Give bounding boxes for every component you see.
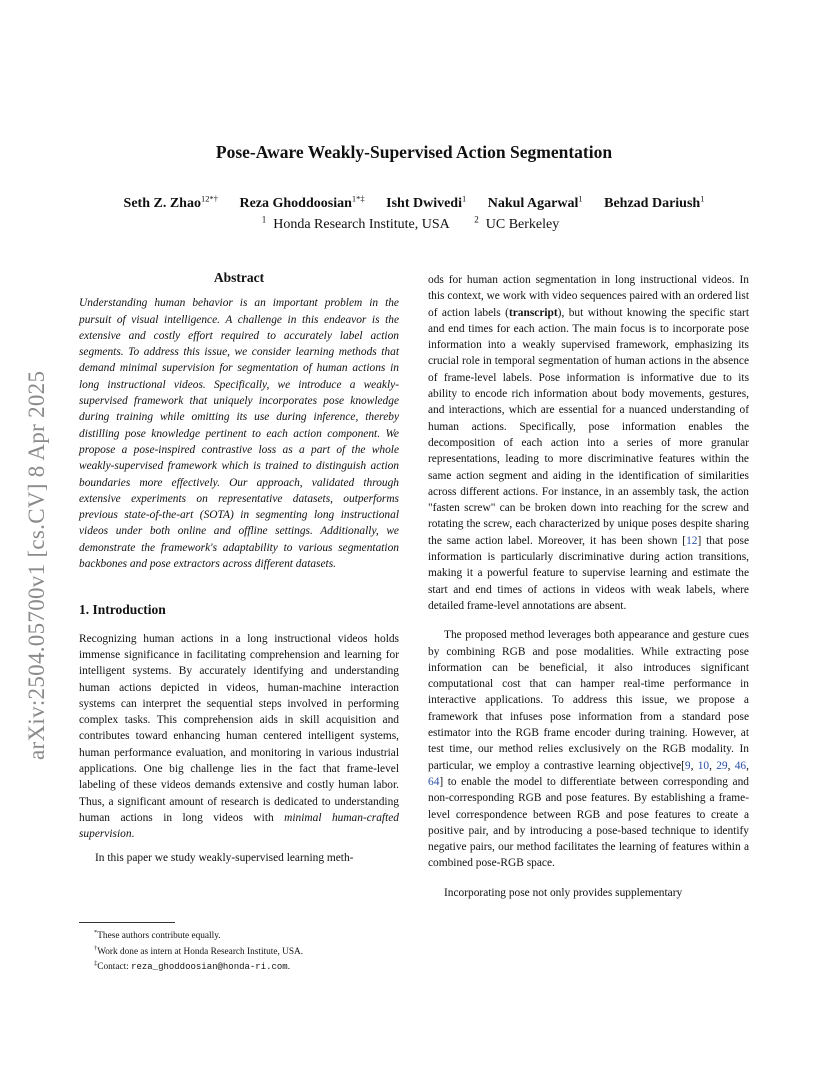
intro-paragraph-4: Incorporating pose not only provides supplementary — [444, 886, 683, 899]
intro-paragraph-3: The proposed method leverages both appearance and gesture cues by combining RGB and pose modalities. While extracting pose information can be beneficial, it also introduces significant computational cost that can hamper real-time performance in interactive applications. To address this issue, we propose a framework that infuses pose information from a standard pose estimator into the RGB frame encoder during training. However, at test time, our method relies exclusively on the RGB modality. In particular, we employ a contrastive learning objective[9, 10, 29, 46, 64] to enable the model to differentiate between corresponding and non-corresponding RGB and pose features. By establishing a frame-level correspondence between RGB and pose features to create a positive pair, and by introducing a pose-based technique to identify negative pairs, our method facilitates the learning of features within a combined pose-RGB space. — [428, 629, 749, 870]
affiliation: $^1$ Honda Research Institute, USA — [261, 214, 450, 232]
affiliations — [0, 214, 828, 233]
author: Reza Ghoddoosian$^{1*\ddagger}$ — [239, 193, 365, 211]
citation-link[interactable]: 9 — [684, 759, 691, 772]
abstract-text: Understanding human behavior is an important problem in the pursuit of visual intelligence. A challenge in this endeavor is the extensive and costly effort required to accurately label action segments. To address this issue, we consider learning methods that demand minimal supervision for segmentation of human actions in long instructional videos. Specifically, we introduce a weakly-supervised framework that uniquely incorporates pose knowledge during training while omitting its use during inference, thereby distilling pose knowledge pertinent to each action component. We propose a pose-inspired contrastive loss as a part of the whole weakly-supervised framework which is trained to distinguish action boundaries more effectively. Our approach, validated through extensive experiments on representative datasets, outperforms previous state-of-the-art (SOTA) in segmenting long instructional videos under both online and offline settings. Additionally, we demonstrate the framework's adaptability to various segmentation backbones and pose extractors across different datasets. — [79, 297, 399, 571]
abstract-heading: Abstract — [213, 270, 265, 285]
arxiv-identifier: arXiv:2504.05700v1 [cs.CV] 8 Apr 2025 — [24, 370, 49, 760]
author-list — [0, 193, 828, 212]
intro-paragraph-2-continued: ods for human action segmentation in long instructional videos. In this context, we work with video sequences paired with an ordered list of action labels (transcript), but without knowing the specific start and end times for each action. The main focus is to incorporate pose information into a weakly supervised framework, emphasizing its crucial role in temporal segmentation of human actions in the absence of frame-level labels. Pose information is informative due to its ability to encode rich information about body movements, gestures, and interactions, which are essential for a nuanced understanding of human actions. Specifically, pose information enables the decomposition of each action into a series of more granular representations, leading to more discriminative features within the same action segment and aiding in the identification of similarities across different actions. For instance, in an assembly task, the action "fasten screw" can be broken down into reaching for the screw and rotating the screw, each characterized by unique poses despite sharing the same action label. Moreover, it has been shown [12] that pose information is particularly discriminative during action transitions, making it a powerful feature to supervise learning and estimate the start and end times of actions in videos with weak labels, where detailed frame-level annotations are absent. — [428, 274, 749, 612]
author: Seth Z. Zhao$^{12*\dagger}$ — [123, 193, 218, 211]
footnote: *These authors contribute equally. — [94, 929, 221, 942]
affiliation: $^2$ UC Berkeley — [474, 214, 560, 232]
citation-link[interactable]: 64 — [428, 775, 440, 788]
left-column — [79, 270, 399, 866]
intro-paragraph-2: In this paper we study weakly-supervised learning meth- — [95, 851, 354, 864]
author: Isht Dwivedi$^1$ — [386, 193, 467, 211]
citation-link[interactable]: 29 — [716, 759, 728, 772]
footnote: †Work done as intern at Honda Research Institute, USA. — [94, 944, 304, 957]
citation-link[interactable]: 12 — [686, 534, 698, 547]
contact-email[interactable]: reza_ghoddoosian@honda-ri.com — [131, 962, 288, 973]
citation-link[interactable]: 10 — [697, 759, 710, 772]
intro-paragraph-1: Recognizing human actions in a long instructional videos holds immense significance in facilitating comprehension and learning for intelligent systems. By accurately identifying and understanding human actions depicted in videos, human-machine interaction systems can interpret the sequential steps involved in performing complex tasks. This comprehension aids in skill acquisition and contributes toward enhancing human centered intelligent systems, human performance evaluation, and monitoring in various industrial applications. One big challenge lies in the fact that frame-level labeling of these videos demands extensive and costly human labor. Thus, a significant amount of research is dedicated to understanding human actions in long videos with minimal human-crafted supervision. — [79, 632, 400, 841]
paper-title: Pose-Aware Weakly-Supervised Action Segmentation — [215, 142, 613, 162]
footnotes — [79, 922, 399, 974]
author: Nakul Agarwal$^1$ — [487, 193, 583, 211]
right-column — [428, 272, 749, 901]
footnote-rule — [79, 922, 175, 923]
arxiv-identifier-sidebar — [22, 290, 52, 760]
footnote: ‡Contact: reza_ghoddoosian@honda-ri.com. — [94, 960, 291, 973]
section-heading-introduction: 1. Introduction — [79, 602, 166, 618]
author: Behzad Dariush$^1$ — [604, 193, 705, 211]
citation-link[interactable]: 46 — [734, 759, 747, 772]
